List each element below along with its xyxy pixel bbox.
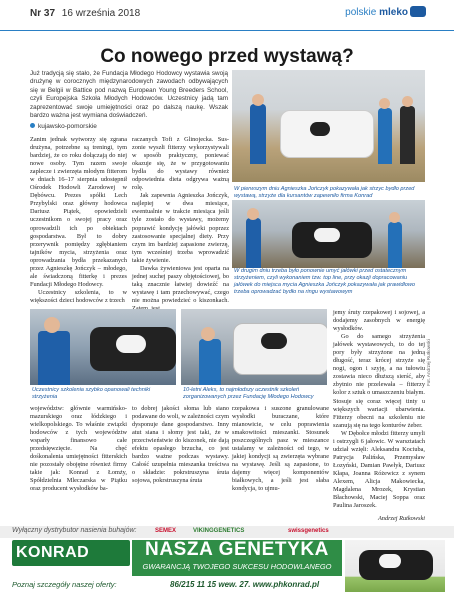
brand-prefix: polskie: [345, 7, 377, 18]
photo-credit: Fot. Andrzej Rutkowski: [426, 339, 431, 386]
brand-logo: [345, 7, 408, 18]
text-column-3: województw: głównie warmińsko-mazurskiego oraz łódzkiego i wielkopolskiego. To właśnie związki hodowców z tych województw wsparły finansowo całe przedsięwzięcie. Na chęć dośkonalenia umiejętności fitterskich nie pozostały obojętne również firmy takie jak: Konrad z Łomży, Spółdzielnia Mleczarska w Piątku oraz producent wysłodków ba-: [30, 405, 127, 493]
paragraph: Go do samego strzyżenia jałówek wystawowych, to do tej pory były strzyżone na jedną długość, teraz krócej strzyże się nogi, ogon i szyję, a na tułowiu zostawia nieco dłuższą sierść, aby zbytnio nie przelewała – fitterzy kolor z sztuk o umaszczeniu białym. Stosuje się coraz więcej tinty u większych wariacji ubarwienia. Fitterzy obecni na szkoleniu nie szanują się na tego konturów żeber.: [333, 333, 425, 429]
text-column-4: to dobrej jakości słoma lub siano podawane do woli, w zależności czym dysponuje dane gospodarstwo. Inny atut siana i słomy jest taki, że w przeciwieństwie do kiszonek, nie dają efektu opasłego brzucha, co jest bardzo ważne podczas wystawy. Całość uzupełnia mieszanka treściwa o składzie: pokrstruszyna śruta sojowa, pokrstruszyna śruta: [132, 405, 229, 485]
region-tag: [30, 123, 97, 130]
author-signature: Andrzej Rutkowski: [377, 515, 425, 522]
photo-caption: 10-letni Aleks, to najmłodszy uczestnik szkoleń zorganizowanych przez Fundację Młodego Hodowcy: [183, 387, 314, 400]
photo-caption: W drugim dniu trzeba było ponownie umyć jałówki przed ostatecznym strzyżeniem, czyli wykonaniem tzw. top line, przy okazji dopracowaniu jałówek do miejsca mycia Agnieszka Jończyk pokazywała jak prawidłowo trzeba oprowadzać bydło na ringu wystawowym: [234, 268, 416, 295]
ad-contact-label: Poznaj szczegóły naszej oferty:: [12, 580, 117, 589]
text-column-6: [333, 309, 425, 510]
photo-grooming-day-one: [232, 70, 425, 182]
ad-distributor-label: Wyłączny dystrybutor nasienia buhajów:: [12, 527, 137, 534]
paragraph: W Dębołce młodzi fitterzy umyli i ostrzygli 6 jałowic. W warsztatach udział wzięli: Aleksandra Kociuba, Patrycja Palińska, Przemysław Łozyński, Damian Pawłyk, Dariusz Kłapa, Joanna Różewicz z synem Alexem, Alicja Makowiecka, Magdalena Mrozek, Krystian Błachowski, Maciej Soppa oraz Paulina Jaroszek.: [333, 429, 425, 510]
paragraph: jemy śruty rzepakowej i sojowej, a dodajemy zasobnych w energię wysłodków.: [333, 309, 425, 333]
partner-logo-swissgenetics: swissgenetics: [288, 528, 329, 534]
cow-logo-icon: [410, 6, 426, 17]
region-label: kujawsko-pomorskie: [38, 123, 97, 130]
text-column-2: [132, 136, 229, 313]
brand-name: mleko: [379, 7, 408, 18]
konrad-logo: KONRAD: [16, 544, 90, 561]
paragraph: raczanych Tofi z Glinojecka. Sus-zonie wyszłi fitterzy wykorzystywali w sposób praktyczny, poniewać okazuje się, że w przygotowaniu bydła do wystawy również odpowiednia dieta odgrywa ważną rolę.: [132, 136, 229, 192]
photo-participants-trimming: [30, 309, 176, 385]
location-pin-icon: [30, 123, 35, 128]
article-lead: Już tradycją się stało, że Fundacja Młodego Hodowcy wystawia swoją drużynę w corocznych międzynarodowych zawodach odbywających się w Belgii w Battice pod nazwą European Young Breeders School, czyli Europejska Szkoła Młodych Hodowców. Uczestnicy jadą tam zaprezentować swoje umiejętności oraz po dalszą naukę. Wszak bardzo ważna jest wymiana doświadczeń.: [30, 70, 228, 120]
text-column-5: rzepakowa i suszone granulowane wysłodki buraczane, które mianowicie, w celu poprawienia smakowitości mieszanki. Stosunek poszczególnych pasz w mieszance ustalamy w zależności od tego, w jakiej kondycji są zwierzęta wybrane na wystawę. Jeśli są zapasione, to dajemy więcej komponentów białkowych, a jeśli jest słaba kondycja, to ujmu-: [232, 405, 329, 493]
partner-logo-semex: SEMEX: [155, 528, 177, 534]
issue-number: Nr 37: [30, 8, 56, 19]
paragraph: Uczestnicy szkolenia, to w większości dzieci hodowców z trzech: [30, 288, 127, 304]
photo-caption: Uczestnicy szkolenia szybko opanowali techniki strzyżenia: [32, 387, 151, 400]
photo-youngest-participant: [181, 309, 327, 385]
paragraph: Zanim jednak wytworzy się zgrana drużyna, potrzebne są treningi, tym bardziej, że co roku dołączają do niej nowe osoby. Tym razem swoje zaplecze i zwierzęta młodym fitterom w dniach 16–17 sierpnia udostępnił Ośrodek Hodowli Zarodowej w Dębówcu. Prezes spółki Lech Przybylski oraz główny hodowca Dariusz Piątek, opowiedzieli uczestnikom o swojej pracy oraz oprowadzili ich po obiektach gospodarstwa. Był to dobry przerywnik pomiędzy zgłębianiem tajników mycia, strzyżenia oraz oprowadzania bydła przekazanych przez Agnieszkę Jończyk – młodego, ale świadczoną fitterkę i prezes Fundacji Młodego Hodowcy.: [30, 136, 127, 288]
issue-info: [30, 8, 140, 19]
paragraph: Dawka żywieniowa jest oparta na jednej suchej paszy objętościowej, bo taką znacznie łatwiej dowieźć na wystawę i tam przechowywać, czego nie można powiedzieć o kiszonkach.: [132, 264, 229, 304]
partner-logo-viking: VIKINGGENETICS: [193, 528, 245, 534]
photo-caption: W pierwszym dniu Agnieszka Jończyk pokazywała jak strzyc bydło przed wystawą, strzyże dla kursantów zapewniło firma Konrad: [234, 186, 415, 199]
header-divider: [0, 30, 454, 31]
ad-cow-image: [345, 540, 445, 592]
paragraph: Jak zapewnia Agnieszka Jończyk, najlepiej w dwa miesiące, ewentualnie w trakcie miesiąca jeśli tyle zostało do wystawy, możemy poprawić kondycję jałówki poprzez zastosowanie specjalnej diety. Przy czym im bardziej zapasione zwierzę, tym wcześniej trzeba wprowadzić takie żywienie.: [132, 192, 229, 264]
photo-washing-day-two: [232, 200, 425, 268]
issue-date: 16 września 2018: [61, 8, 141, 19]
ad-headline: NASZA GENETYKA: [145, 539, 329, 560]
text-column-1: [30, 136, 127, 305]
ad-subline: GWARANCJĄ TWOJEGO SUKCESU HODOWLANEGO: [142, 562, 332, 571]
ad-contact-link[interactable]: 86/215 11 15 wew. 27. www.phkonrad.pl: [170, 580, 320, 589]
article-title: Co nowego przed wystawą?: [100, 46, 354, 67]
